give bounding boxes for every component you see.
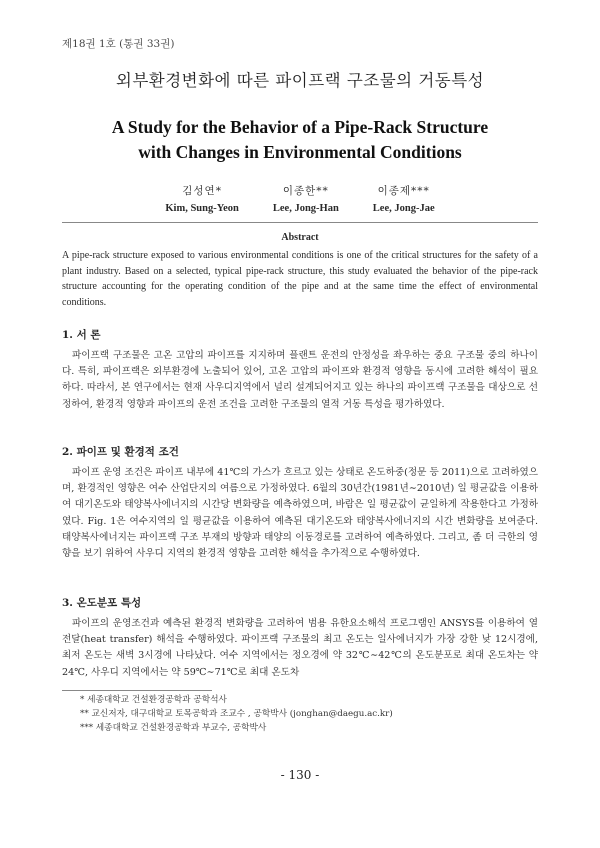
author-3-english-name: Lee, Jong-Jae	[372, 203, 435, 214]
author-1-english-name: Kim, Sung-Yeon	[165, 203, 239, 214]
author-3-korean-name: 이종제***	[377, 185, 430, 197]
section-1-body: 파이프랙 구조물은 고온 고압의 파이프를 지지하며 플랜트 운전의 안정성을 좌우하는 중요 구조물 중의 하나이다. 특히, 파이프랙은 외부환경에 노출되어 있어, 고온 고압의 파이프와 환경적 영향을 동시에 고려한 해석이 필요하다. 따라서, 본 연구에서는 현재 사우디지역에서 널리 설계되어지고 있는 하나의 파이프랙 구조물을 대상으로 선정하여, 환경적 영향과 파이프의 운전 조건을 고려한 구조물의 열적 거동 특성을 평가하였다.	[62, 350, 538, 410]
author-1	[165, 183, 239, 217]
author-1-korean-name: 김성연*	[182, 185, 222, 197]
footnote-divider	[62, 690, 212, 691]
section-temperature	[62, 595, 538, 681]
abstract-body: A pipe-rack structure exposed to various environmental conditions is one of the critical structures for the safety of a plant industry. Based on a selected, typical pipe-rack structure, this study evaluated the behavior of the pipe-rack structure accounting for the operating condition of the pipe and at the same time the effect of environmental conditions.	[62, 250, 538, 308]
korean-title: 외부환경변화에 따른 파이프랙 구조물의 거동특성	[115, 71, 485, 90]
author-2-english-name: Lee, Jong-Han	[272, 203, 339, 214]
section-1-heading: 1. 서 론	[62, 329, 101, 341]
section-3-body: 파이프의 운영조건과 예측된 환경적 변화량을 고려하여 범용 유한요소해석 프로그램인 ANSYS를 이용하여 열전달(heat transfer) 해석을 수행하였다. 파이프랙 구조물의 최고 온도는 일사에너지가 가장 강한 낮 12시경에, 최저 온도는 새벽 3시경에 나타났다. 여수 지역에서는 정오경에 약 32℃∼42℃의 온도분포로 최대 온도차는 약 24℃, 사우디 지역에서는 약 59℃∼71℃로 최대 온도차	[62, 618, 538, 678]
author-3	[373, 183, 435, 217]
author-list	[0, 183, 600, 217]
english-title-line-2: with Changes in Environmental Conditions	[138, 142, 462, 162]
section-2-heading: 2. 파이프 및 환경적 조건	[62, 446, 179, 458]
footnote-3: *** 세종대학교 건설환경공학과 부교수, 공학박사	[80, 723, 267, 733]
english-title	[0, 115, 600, 165]
abstract-heading: Abstract	[281, 232, 319, 243]
english-title-line-1: A Study for the Behavior of a Pipe-Rack Structure	[111, 117, 489, 137]
section-introduction	[62, 327, 538, 413]
footnote-2: ** 교신저자, 대구대학교 토목공학과 조교수 , 공학박사 (jonghan@daegu.ac.kr)	[80, 709, 393, 719]
section-conditions	[62, 444, 538, 562]
section-3-heading: 3. 온도분포 특성	[62, 597, 142, 609]
author-2	[273, 183, 339, 217]
footnotes	[80, 693, 393, 735]
footnote-1: * 세종대학교 건설환경공학과 공학석사	[80, 695, 227, 705]
title-divider	[62, 222, 538, 223]
author-2-korean-name: 이종한**	[282, 185, 329, 197]
section-2-body: 파이프 운영 조건은 파이프 내부에 41℃의 가스가 흐르고 있는 상태로 온도하중(정문 등 2011)으로 고려하였으며, 환경적인 영향은 여수 산업단지의 여름으로 가정하였다. 6월의 30년간(1981년∼2010년) 일 평균값을 이용하여 대기온도와 태양복사에너지의 시간당 변화량을 예측하였으며, 바람은 일 평균값이 균일하게 작용한다고 가정하였다. Fig. 1은 여수지역의 일 평균값을 이용하여 예측된 대기온도와 태양복사에너지의 시간 변화량을 보여준다. 태양복사에너지는 파이프랙 구조 부재의 방향과 태양의 이동경로를 고려하여 예측하였다. 그리고, 좀 더 극한의 영향을 보기 위하여 사우디 지역의 환경적 영향을 고려한 해석을 추가적으로 수행하였다.	[62, 467, 538, 560]
page-number: - 130 -	[280, 768, 320, 782]
journal-volume-header: 제18권 1호 (통권 33권)	[62, 38, 175, 50]
